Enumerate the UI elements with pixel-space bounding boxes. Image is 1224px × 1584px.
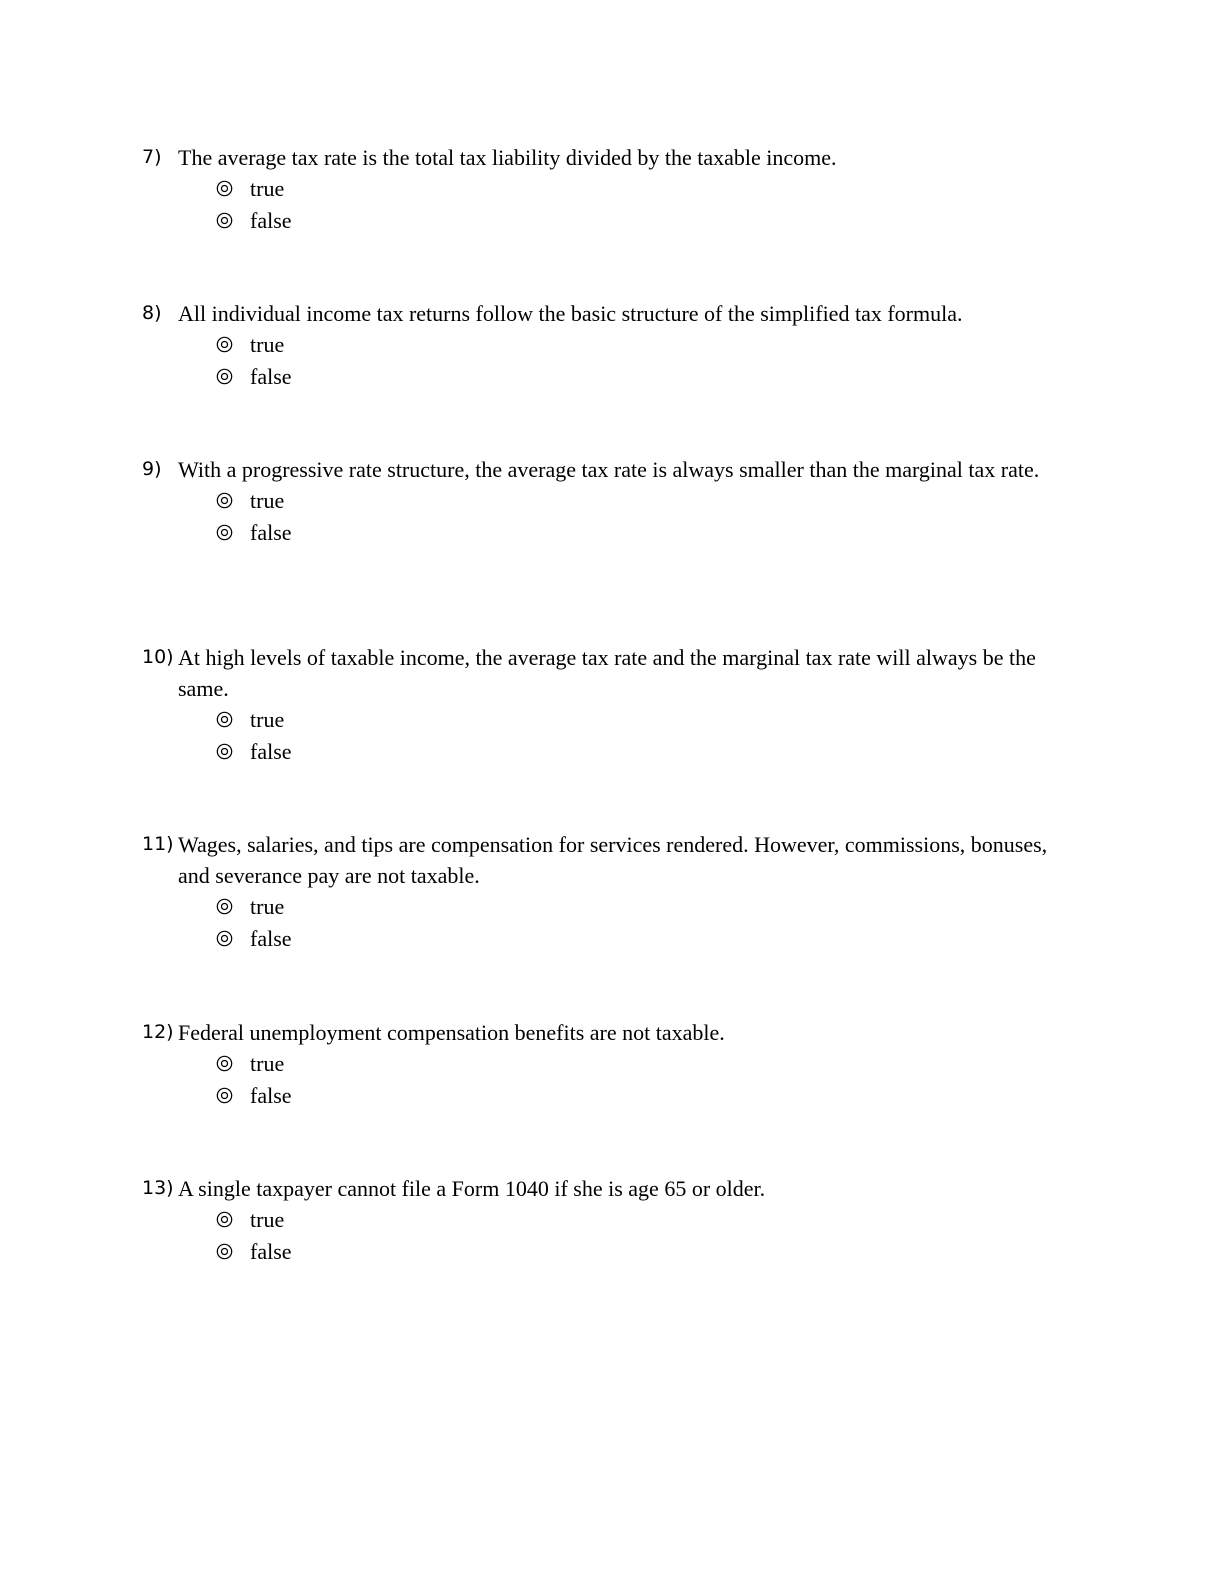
- answer-options: [216, 891, 1082, 954]
- radio-icon[interactable]: [216, 336, 233, 353]
- question-text: Federal unemployment compensation benefits are not taxable.: [178, 1020, 725, 1045]
- question-9: [142, 454, 1082, 548]
- radio-icon[interactable]: [216, 492, 233, 509]
- question-number: 11): [142, 833, 174, 855]
- question-text: All individual income tax returns follow the basic structure of the simplified tax formula.: [178, 301, 963, 326]
- option-false[interactable]: [216, 1080, 1082, 1112]
- option-label: false: [250, 925, 292, 951]
- question-text: A single taxpayer cannot file a Form 1040 if she is age 65 or older.: [178, 1176, 766, 1201]
- option-false[interactable]: [216, 736, 1082, 768]
- radio-icon[interactable]: [216, 930, 233, 947]
- option-false[interactable]: [216, 923, 1082, 955]
- question-8: [142, 298, 1082, 392]
- answer-options: [216, 173, 1082, 236]
- option-label: true: [250, 894, 285, 920]
- option-false[interactable]: [216, 517, 1082, 549]
- answer-options: [216, 704, 1082, 767]
- option-true[interactable]: [216, 704, 1082, 736]
- option-label: true: [250, 1051, 285, 1077]
- question-text: Wages, salaries, and tips are compensation for services rendered. However, commissions, bonuses, and severance pay are not taxable.: [178, 832, 1048, 888]
- option-false[interactable]: [216, 361, 1082, 393]
- option-label: false: [250, 363, 292, 389]
- radio-icon[interactable]: [216, 1087, 233, 1104]
- question-11: [142, 829, 1082, 954]
- radio-icon[interactable]: [216, 1243, 233, 1260]
- option-true[interactable]: [216, 891, 1082, 923]
- radio-icon[interactable]: [216, 524, 233, 541]
- option-label: true: [250, 1207, 285, 1233]
- option-label: false: [250, 1082, 292, 1108]
- option-label: false: [250, 1238, 292, 1264]
- answer-options: [216, 1048, 1082, 1111]
- option-false[interactable]: [216, 205, 1082, 237]
- radio-icon[interactable]: [216, 711, 233, 728]
- option-false[interactable]: [216, 1236, 1082, 1268]
- question-text: The average tax rate is the total tax liability divided by the taxable income.: [178, 145, 837, 170]
- question-text: With a progressive rate structure, the average tax rate is always smaller than the marginal tax rate.: [178, 457, 1040, 482]
- option-label: true: [250, 176, 285, 202]
- radio-icon[interactable]: [216, 743, 233, 760]
- question-number: 10): [142, 646, 174, 668]
- option-true[interactable]: [216, 329, 1082, 361]
- radio-icon[interactable]: [216, 1055, 233, 1072]
- option-true[interactable]: [216, 1048, 1082, 1080]
- option-label: true: [250, 707, 285, 733]
- answer-options: [216, 329, 1082, 392]
- question-number: 12): [142, 1021, 174, 1043]
- question-text: At high levels of taxable income, the average tax rate and the marginal tax rate will always be the same.: [178, 645, 1036, 701]
- option-label: true: [250, 488, 285, 514]
- radio-icon[interactable]: [216, 212, 233, 229]
- option-label: false: [250, 738, 292, 764]
- option-label: false: [250, 519, 292, 545]
- radio-icon[interactable]: [216, 180, 233, 197]
- question-number: 13): [142, 1177, 174, 1199]
- question-number: 8): [142, 302, 162, 324]
- question-10: [142, 642, 1082, 767]
- option-label: true: [250, 332, 285, 358]
- radio-icon[interactable]: [216, 368, 233, 385]
- option-true[interactable]: [216, 1204, 1082, 1236]
- question-number: 7): [142, 146, 162, 168]
- question-7: [142, 142, 1082, 236]
- option-true[interactable]: [216, 485, 1082, 517]
- answer-options: [216, 485, 1082, 548]
- answer-options: [216, 1204, 1082, 1267]
- option-label: false: [250, 207, 292, 233]
- question-12: [142, 1017, 1082, 1111]
- option-true[interactable]: [216, 173, 1082, 205]
- radio-icon[interactable]: [216, 1211, 233, 1228]
- question-13: [142, 1173, 1082, 1267]
- radio-icon[interactable]: [216, 898, 233, 915]
- question-number: 9): [142, 458, 162, 480]
